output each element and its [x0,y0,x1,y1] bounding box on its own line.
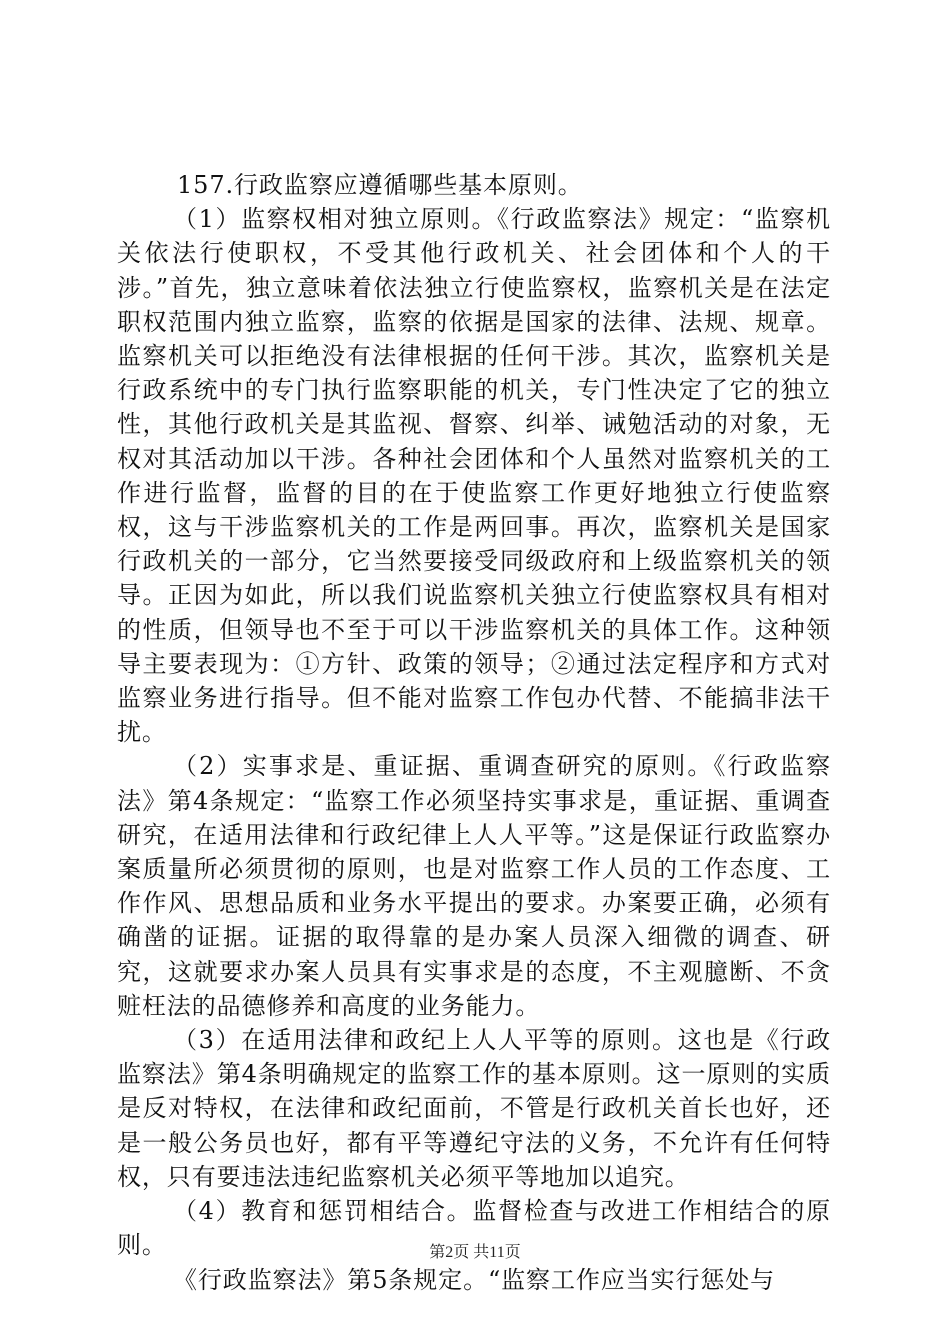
page-footer: 第2页 共11页 [429,1244,521,1261]
paragraph-principle-2: （2）实事求是、重证据、重调查研究的原则。《行政监察法》第4条规定：“监察工作必须坚持实事求是，重证据、重调查研究，在适用法律和行政纪律上人人平等。”这是保证行政监察办案质量所必须贯彻的原则，也是对监察工作人员的工作态度、工作作风、思想品质和业务水平提出的要求。办案要正确，必须有确凿的证据。证据的取得靠的是办案人员深入细微的调查、研究，这就要求办案人员具有实事求是的态度，不主观臆断、不贪赃枉法的品德修养和高度的业务能力。 [117,752,831,1020]
paragraph-principle-4: （4）教育和惩罚相结合。监督检查与改进工作相结合的原则。 [117,1197,831,1260]
paragraph-principle-1: （1）监察权相对独立原则。《行政监察法》规定：“监察机关依法行使职权，不受其他行政机关、社会团体和个人的干涉。”首先，独立意味着依法独立行使监察权，监察机关是在法定职权范围内独立监察，监察的依据是国家的法律、法规、规章。监察机关可以拒绝没有法律根据的任何干涉。其次，监察机关是行政系统中的专门执行监察职能的机关，专门性决定了它的独立性，其他行政机关是其监视、督察、纠举、诫勉活动的对象，无权对其活动加以干涉。各种社会团体和个人虽然对监察机关的工作进行监督，监督的目的在于使监察工作更好地独立行使监察权，这与干涉监察机关的工作是两回事。再次，监察机关是国家行政机关的一部分，它当然要接受同级政府和上级监察机关的领导。正因为如此，所以我们说监察机关独立行使监察权具有相对的性质，但领导也不至于可以干涉监察机关的具体工作。这种领导主要表现为：①方针、政策的领导；②通过法定程序和方式对监察业务进行指导。但不能对监察工作包办代替、不能搞非法干扰。 [117,205,831,747]
paragraph-principle-3: （3）在适用法律和政纪上人人平等的原则。这也是《行政监察法》第4条明确规定的监察工作的基本原则。这一原则的实质是反对特权，在法律和政纪面前，不管是行政机关首长也好，还是一般公务员也好，都有平等遵纪守法的义务，不允许有任何特权，只有要违法违纪监察机关必须平等地加以追究。 [117,1026,831,1191]
document-body [117,168,831,1297]
paragraph-article-5: 《行政监察法》第5条规定。“监察工作应当实行惩处与 [173,1265,776,1294]
question-heading: 157.行政监察应遵循哪些基本原则。 [177,171,583,199]
